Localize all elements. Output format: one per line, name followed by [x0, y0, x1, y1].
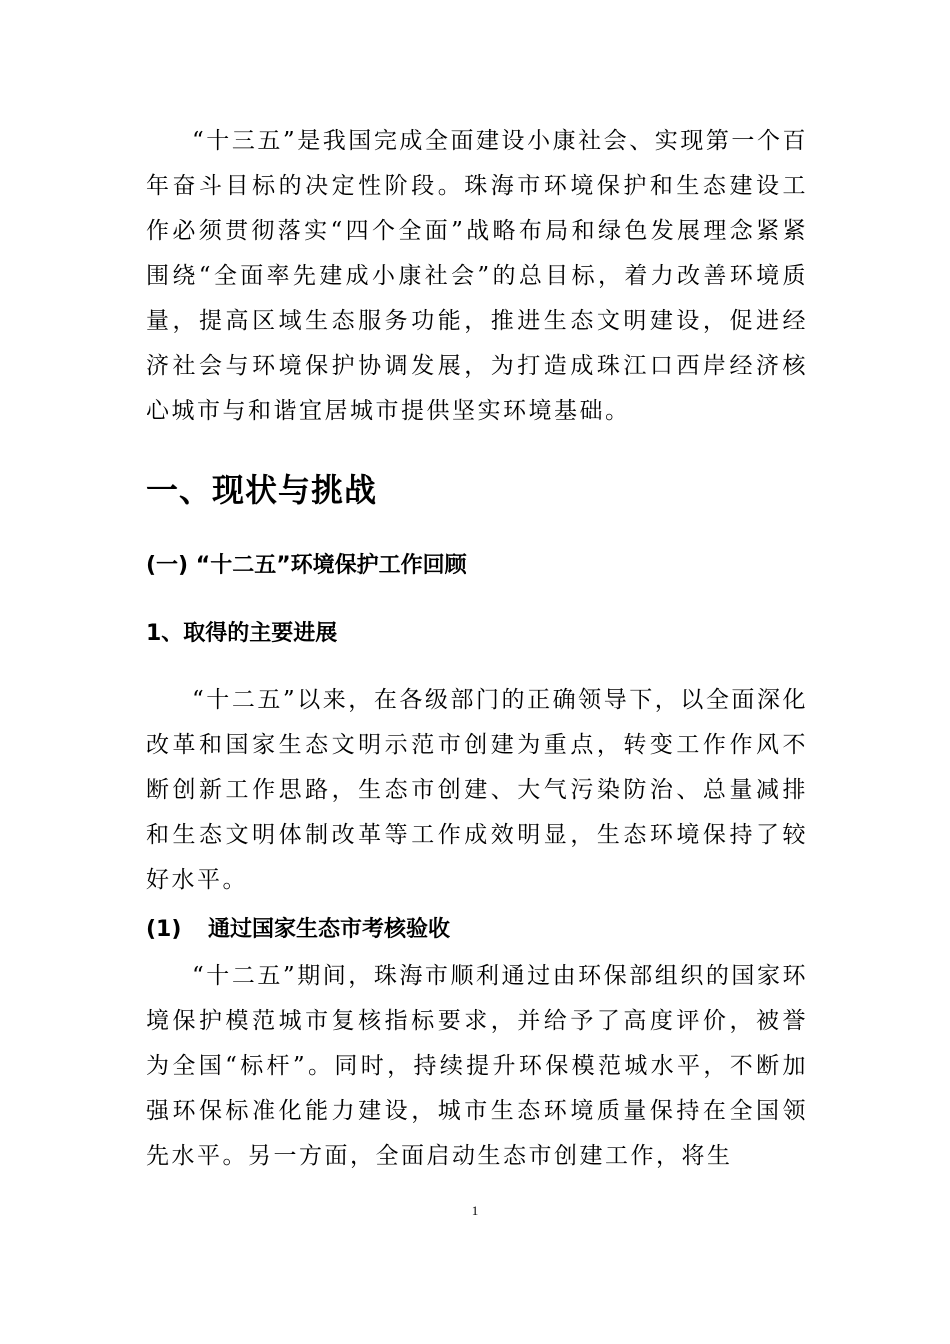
progress-paragraph: “十二五”以来，在各级部门的正确领导下，以全面深化改革和国家生态文明示范市创建为重点，转变工作作风不断创新工作思路，生态市创建、大气污染防治、总量减排和生态文明体制改革等工作成效明显，生态环境保持了较好水平。	[146, 687, 808, 893]
subsection-heading: 1、取得的主要进展	[146, 621, 338, 646]
intro-paragraph: “十三五”是我国完成全面建设小康社会、实现第一个百年奋斗目标的决定性阶段。珠海市环境保护和生态建设工作必须贯彻落实“四个全面”战略布局和绿色发展理念紧紧围绕“全面率先建成小康社会”的总目标，着力改善环境质量，提高区域生态服务功能，推进生态文明建设，促进经济社会与环境保护协调发展，为打造成珠江口西岸经济核心城市与和谐宜居城市提供坚实环境基础。	[146, 128, 808, 424]
item-number: (1)	[146, 917, 182, 942]
chapter-heading: 一、现状与挑战	[146, 471, 378, 509]
page-number: 1	[471, 1203, 479, 1218]
eco-city-paragraph: “十二五”期间，珠海市顺利通过由环保部组织的国家环境保护模范城市复核指标要求，并给予了高度评价，被誉为全国“标杆”。同时，持续提升环保模范城水平，不断加强环保标准化能力建设，城市生态环境质量保持在全国领先水平。另一方面，全面启动生态市创建工作，将生	[146, 963, 808, 1169]
item-heading	[146, 910, 450, 950]
item-title: 通过国家生态市考核验收	[208, 917, 451, 942]
section-heading: (一) “十二五”环境保护工作回顾	[146, 553, 467, 578]
